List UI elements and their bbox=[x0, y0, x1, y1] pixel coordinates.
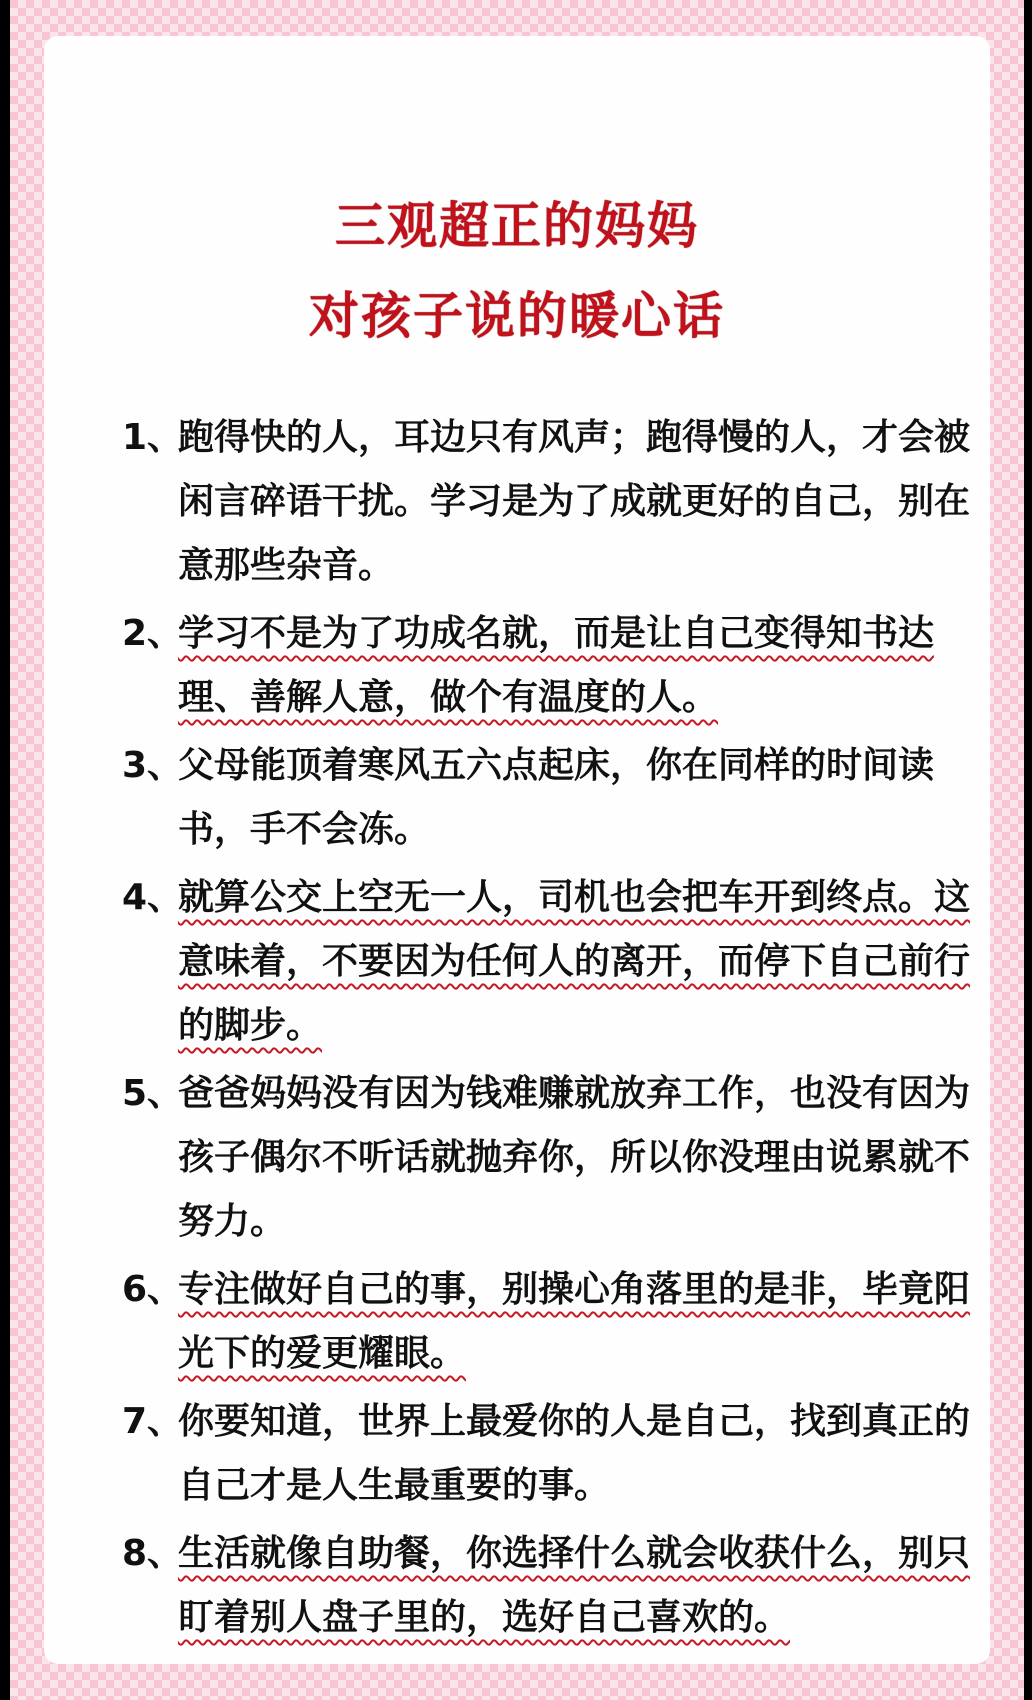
list-item-4 bbox=[122, 866, 1002, 1058]
item-number: 8、 bbox=[122, 1533, 184, 1574]
item-number: 6、 bbox=[122, 1269, 184, 1310]
item-text: 跑得快的人，耳边只有风声；跑得慢的人，才会被闲言碎语干扰。学习是为了成就更好的自己，别在意那些杂音。 bbox=[178, 417, 971, 586]
list-item-7 bbox=[122, 1390, 1002, 1518]
list-item-2 bbox=[122, 602, 1002, 730]
item-text: 父母能顶着寒风五六点起床，你在同样的时间读书，手不会冻。 bbox=[178, 745, 935, 850]
list-item-3 bbox=[122, 734, 1002, 862]
item-number: 3、 bbox=[122, 745, 184, 786]
list-item-5 bbox=[122, 1062, 1002, 1254]
item-number: 2、 bbox=[122, 613, 184, 654]
item-number: 1、 bbox=[122, 417, 184, 458]
list-item-6 bbox=[122, 1258, 1002, 1386]
item-number: 7、 bbox=[122, 1401, 184, 1442]
content-card bbox=[44, 36, 990, 1664]
decorative-border bbox=[10, 0, 1024, 1700]
title-line-1: 三观超正的妈妈 bbox=[335, 197, 699, 255]
title-line-2: 对孩子说的暖心话 bbox=[309, 287, 725, 345]
item-number: 4、 bbox=[122, 877, 184, 918]
item-text: 爸爸妈妈没有因为钱难赚就放弃工作，也没有因为孩子偶尔不听话就抛弃你，所以你没理由说累就不努力。 bbox=[178, 1073, 971, 1242]
item-text: 学习不是为了功成名就，而是让自己变得知书达理、善解人意，做个有温度的人。 bbox=[178, 613, 935, 718]
item-text: 专注做好自己的事，别操心角落里的是非，毕竟阳光下的爱更耀眼。 bbox=[178, 1269, 971, 1374]
item-list bbox=[122, 406, 1002, 1650]
item-text: 就算公交上空无一人，司机也会把车开到终点。这意味着，不要因为任何人的离开，而停下自己前行的脚步。 bbox=[178, 877, 971, 1046]
list-item-8 bbox=[122, 1522, 1002, 1650]
item-number: 5、 bbox=[122, 1073, 184, 1114]
item-text: 你要知道，世界上最爱你的人是自己，找到真正的自己才是人生最重要的事。 bbox=[178, 1401, 971, 1506]
list-item-1 bbox=[122, 406, 1002, 598]
item-text: 生活就像自助餐，你选择什么就会收获什么，别只盯着别人盘子里的，选好自己喜欢的。 bbox=[178, 1533, 971, 1638]
